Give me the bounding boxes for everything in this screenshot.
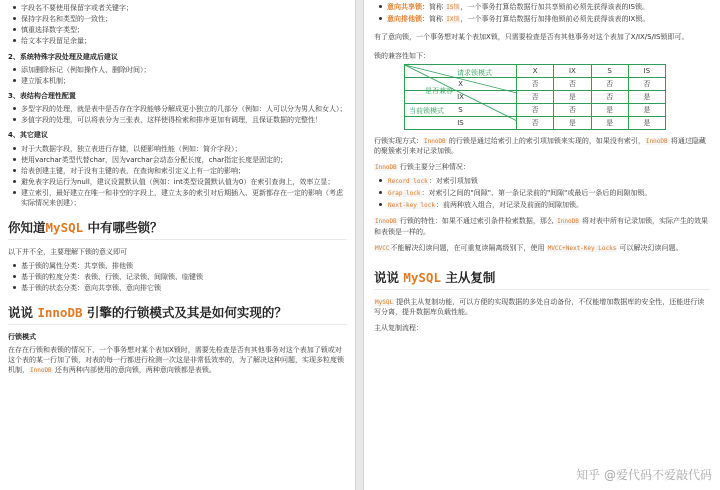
table-cell: 否 <box>517 90 554 103</box>
list-item: 添加删除标记（例如操作人、删除时间）； <box>8 65 347 75</box>
replication-heading <box>374 270 710 285</box>
innodb-heading <box>8 305 347 320</box>
row-header: S <box>405 103 517 116</box>
table-cell: 是 <box>554 116 591 129</box>
divider <box>8 239 347 240</box>
heading-text: 说说 <box>8 304 38 320</box>
heading-text: 主从复制 <box>441 269 496 285</box>
inline-code: MySQL <box>375 298 394 306</box>
heading-code: MySQL <box>45 220 84 236</box>
heading-code: InnoDB <box>37 304 83 320</box>
list-item <box>374 188 710 199</box>
table-cell: 否 <box>554 77 591 90</box>
table-cell: 否 <box>517 116 554 129</box>
page-gap <box>355 0 364 490</box>
current-mode-label: 当前锁模式 <box>409 106 444 115</box>
special-fields-list <box>8 65 347 86</box>
list-item: 对于大数据字段，独立表进行存储，以便影响性能（例如：简介字段）； <box>8 144 347 154</box>
heading-text: 中有哪些锁？ <box>83 220 163 236</box>
table-cell: 是 <box>628 103 665 116</box>
table-cell: 是 <box>628 116 665 129</box>
table-cell: 是 <box>554 90 591 103</box>
list-item: 给文本字段留足余量； <box>8 36 347 46</box>
compat-title: 锁的兼容性如下： <box>374 51 430 60</box>
text: 的行锁是通过给索引上的索引项加锁来实现的，如果没有索引， <box>446 136 645 145</box>
locks-heading <box>8 220 347 235</box>
heading-code: MySQL <box>403 269 441 285</box>
divider <box>374 289 710 290</box>
text: 在存在行锁和表锁的情况下，一个事务想对某个表加X锁时，需要先检查是否有其他事务对这个表加了锁或对这个表的某一行加了锁，对表的每一行都进行检测一次这是非常低效率的，为了解决这种问题，实现多粒度锁机制， <box>8 346 344 375</box>
right-page <box>364 0 720 490</box>
lock-types-list <box>8 261 347 293</box>
inline-code: IX锁 <box>446 15 460 23</box>
inline-code: MVCC <box>375 245 390 253</box>
row-header: IS <box>405 116 517 129</box>
text: ，一个事务打算给数据行加共享锁前必须先获得该表的IS锁。 <box>460 3 649 11</box>
table-cell: 是 <box>591 103 628 116</box>
text: 行锁实现方式： <box>374 136 423 145</box>
table-cell: 否 <box>517 103 554 116</box>
watermark: 知乎 @爱代码不爱敲代码 <box>576 467 712 482</box>
divider <box>8 324 347 325</box>
row-lock-title: 行锁模式 <box>8 332 36 341</box>
text: ：前两种放入组合，对记录及前面的间隙加锁。 <box>435 200 583 209</box>
list-item: 给表创建主键，对于没有主键的表，在查询和索引定义上有一定的影响； <box>8 166 347 176</box>
list-item: 多型字段的处理，就是表中是否存在字段能够分解成更小独立的几部分（例如：人可以分为男人和女人）； <box>8 104 347 114</box>
row-lock-text <box>8 345 347 376</box>
col-header: X <box>517 64 554 77</box>
section-heading: 2、系统特殊字段处理及建成后建议 <box>8 52 118 61</box>
list-item: 建立版本机制； <box>8 76 347 86</box>
text: 可以解决幻读问题。 <box>617 244 683 253</box>
compat-label: 是否兼容 <box>425 86 453 95</box>
table-cell: 否 <box>591 77 628 90</box>
text: 还有两种内部使用的意向锁，两种意向锁都是表锁。 <box>52 366 216 375</box>
text: 行锁的特性：如果不通过索引条件检索数据，那么 <box>397 217 557 226</box>
text: ：简称 <box>422 3 446 11</box>
feature-text <box>374 216 710 237</box>
list-item: 基于锁的属性分类：共享锁、排他锁 <box>8 261 347 271</box>
col-header: IX <box>554 64 591 77</box>
text: 行锁主要分三种情况： <box>397 163 470 172</box>
algo-list <box>374 176 710 210</box>
intent-note: 有了意向锁，一个事务想对某个表加X锁，只需要检查是否有其他事务对这个表加了X/IX/S/IS锁即可。 <box>374 33 689 42</box>
mvcc-text <box>374 243 710 254</box>
replication-flow: 主从复制流程： <box>374 323 423 332</box>
list-item <box>374 200 710 211</box>
text: 将对表中所有记录加锁，实际产生的效果和表锁是一样的。 <box>374 217 709 236</box>
col-header: IS <box>628 64 665 77</box>
table-cell: 否 <box>591 90 628 103</box>
intent-lock-list <box>374 2 710 24</box>
list-item: 避免表字段运行为null，建议设置默认值（例如：int类型设置默认值为0）在索引查询上，效率立显； <box>8 177 347 187</box>
heading-text: 引擎的行锁模式及其是如何实现的？ <box>82 304 287 320</box>
table-cell: 是 <box>591 116 628 129</box>
row-header: IX <box>405 90 517 103</box>
text: ：简称 <box>422 14 446 23</box>
table-cell: 否 <box>628 77 665 90</box>
inline-code: InnoDB <box>375 218 397 226</box>
list-item: 保持字段名和类型的一致性； <box>8 14 347 24</box>
inline-code: IS锁 <box>446 4 460 11</box>
left-page <box>0 0 355 490</box>
naming-rules-list <box>8 3 347 47</box>
inline-code: InnoDB <box>424 137 446 145</box>
locks-intro: 以下并不全，主要理解下锁的意义即可 <box>8 248 127 257</box>
col-header: S <box>591 64 628 77</box>
section-heading: 4、其它建议 <box>8 131 48 140</box>
text: 意向共享锁 <box>387 3 422 11</box>
table-cell: 是 <box>628 90 665 103</box>
algo-intro <box>374 162 710 173</box>
list-item: 基于锁的粒度分类：表锁、行锁、记录锁、间隙锁、临键锁 <box>8 272 347 282</box>
inline-code: InnoDB <box>375 164 397 172</box>
text: 不能解决幻读问题，在可重复读隔离级别下，使用 <box>390 244 547 253</box>
inline-code: InnoDB <box>557 218 579 226</box>
compat-table <box>404 64 666 130</box>
replication-text <box>374 297 710 318</box>
list-item <box>374 176 710 187</box>
list-item: 字段名不要使用保留字或者关键字； <box>8 3 347 13</box>
inline-code: Record lock <box>388 178 428 186</box>
impl-text <box>374 136 710 157</box>
list-item: 多值字段的处理，可以将表分为三张表，这样使得检索和排序更加有调理，且保证数据的完整性！ <box>8 115 347 125</box>
row-header: X <box>405 77 517 90</box>
heading-text: 你知道 <box>8 220 46 236</box>
inline-code: InnoDB <box>645 137 668 145</box>
inline-code: Next-key lock <box>388 201 435 209</box>
list-item: 使用varchar类型代替char，因为varchar会动态分配长度，char指定长度是固定的； <box>8 155 347 165</box>
other-advice-list <box>8 144 347 209</box>
inline-code: MVCC+Next-Key Locks <box>547 245 617 253</box>
text: ：对索引项加锁 <box>428 177 478 186</box>
text: 提供主从复制功能，可以方便的实现数据的多处自动备份，不仅能增加数据库的安全性，还能进行读写分离，提升数据库负载性能。 <box>374 297 705 317</box>
section-heading: 3、表结构合理性配置 <box>8 91 76 100</box>
request-mode-label: 请求锁模式 <box>457 68 492 77</box>
list-item: 建立索引，最好建立在唯一和非空的字段上，建立太多的索引对后期插入、更新都存在一定的影响（考虑实际情况来创建）； <box>8 188 347 208</box>
list-item <box>374 2 710 13</box>
heading-text: 说说 <box>374 269 404 285</box>
list-item: 慎重选择数字类型； <box>8 25 347 35</box>
table-header-row <box>405 64 666 77</box>
inline-code: InnoDB <box>30 367 52 375</box>
text: ，一个事务打算给数据行加排他锁前必须先获得该表的IX锁。 <box>460 14 650 23</box>
text: ：对索引之间的"间隙"、第一条记录前的"间隙"或最后一条后的间隙加锁。 <box>421 188 652 197</box>
structure-list <box>8 104 347 125</box>
inline-code: Grap lock <box>388 189 421 197</box>
list-item <box>374 14 710 25</box>
table-cell: 否 <box>517 77 554 90</box>
text: 将通过隐藏的聚簇索引来对记录加锁。 <box>374 136 706 156</box>
table-cell: 否 <box>554 103 591 116</box>
list-item: 基于锁的状态分类：意向共享锁、意向排它锁 <box>8 283 347 293</box>
text: 意向排他锁 <box>387 14 422 23</box>
